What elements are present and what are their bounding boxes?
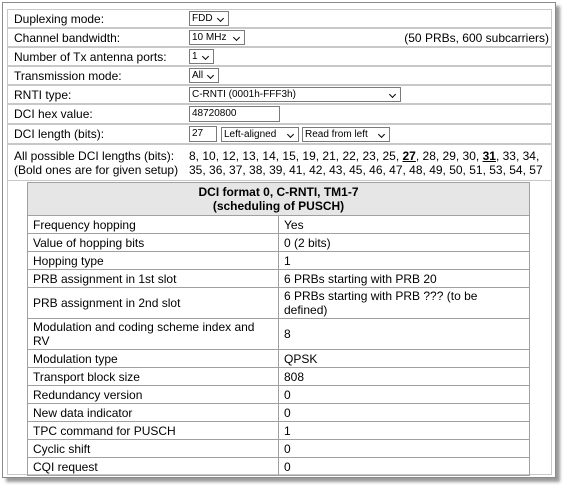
chevron-down-icon xyxy=(217,12,226,25)
length-label: DCI length (bits): xyxy=(14,127,105,141)
table-row xyxy=(28,216,530,234)
antenna-value: 1 xyxy=(192,51,198,62)
lengths-line1-a: 8, 10, 12, 13, 14, 15, 19, 21, 22, 23, 25, xyxy=(189,149,403,163)
field-value: 6 PRBs starting with PRB ??? (to be defined) xyxy=(279,288,530,319)
field-name: New data indicator xyxy=(28,404,279,422)
field-name: PRB assignment in 1st slot xyxy=(28,270,279,288)
bandwidth-value: 10 MHz xyxy=(192,32,227,43)
table-row xyxy=(28,422,530,440)
all-lengths-row xyxy=(7,144,552,181)
table-row xyxy=(28,386,530,404)
table-row xyxy=(28,252,530,270)
lengths-bold-27: 27 xyxy=(402,149,416,163)
transmission-select[interactable] xyxy=(189,68,219,83)
chevron-down-icon xyxy=(378,128,387,141)
chevron-down-icon xyxy=(202,50,211,63)
antenna-label: Number of Tx antenna ports: xyxy=(14,50,167,64)
field-value: 0 xyxy=(279,386,530,404)
transmission-row xyxy=(7,66,552,85)
field-value: 0 (2 bits) xyxy=(279,234,530,252)
field-name: Frequency hopping xyxy=(28,216,279,234)
field-value: 6 PRBs starting with PRB 20 xyxy=(279,270,530,288)
field-name: Transport block size xyxy=(28,368,279,386)
table-row xyxy=(28,319,530,350)
table-row xyxy=(28,234,530,252)
lengths-bold-31: 31 xyxy=(482,149,496,163)
field-value: 0 xyxy=(279,404,530,422)
length-input[interactable] xyxy=(189,126,217,142)
duplexing-label: Duplexing mode: xyxy=(14,12,105,26)
bandwidth-note: (50 PRBs, 600 subcarriers) xyxy=(404,31,549,45)
table-row xyxy=(28,288,530,319)
hex-value: 48720800 xyxy=(192,108,237,119)
field-value: Yes xyxy=(279,216,530,234)
rnti-row xyxy=(7,85,552,104)
rnti-value: C-RNTI (0001h-FFF3h) xyxy=(192,89,296,100)
field-name: Modulation and coding scheme index and RV xyxy=(28,319,279,350)
hex-label: DCI hex value: xyxy=(14,107,93,121)
bandwidth-label: Channel bandwidth: xyxy=(14,31,121,45)
field-value: 0 xyxy=(279,458,530,476)
field-value: 808 xyxy=(279,368,530,386)
table-title-line2: (scheduling of PUSCH) xyxy=(212,199,345,213)
hex-row xyxy=(7,104,552,124)
table-title xyxy=(28,183,530,216)
dci-table xyxy=(27,182,530,476)
table-row xyxy=(28,458,530,476)
all-lengths-label-line2: (Bold ones are for given setup) xyxy=(14,163,179,177)
field-name: CQI request xyxy=(28,458,279,476)
alignment-select[interactable] xyxy=(221,127,299,142)
bandwidth-row xyxy=(7,28,552,47)
table-row xyxy=(28,368,530,386)
field-name: PRB assignment in 2nd slot xyxy=(28,288,279,319)
length-row xyxy=(7,124,552,144)
all-lengths-label xyxy=(14,149,178,177)
antenna-row xyxy=(7,47,552,66)
all-lengths-label-line1: All possible DCI lengths (bits): xyxy=(14,149,175,163)
transmission-label: Transmission mode: xyxy=(14,69,122,83)
read-direction-select[interactable] xyxy=(302,127,390,142)
duplexing-select[interactable] xyxy=(189,11,229,26)
bandwidth-select[interactable] xyxy=(189,30,245,45)
table-row xyxy=(28,404,530,422)
duplexing-row xyxy=(7,9,552,28)
antenna-select[interactable] xyxy=(189,49,214,64)
alignment-value: Left-aligned xyxy=(224,129,277,140)
table-row xyxy=(28,270,530,288)
chevron-down-icon xyxy=(233,31,242,44)
field-name: Cyclic shift xyxy=(28,440,279,458)
lengths-line1-d: , 33, 34, xyxy=(495,149,540,163)
field-name: Modulation type xyxy=(28,350,279,368)
field-name: Value of hopping bits xyxy=(28,234,279,252)
chevron-down-icon xyxy=(287,128,296,141)
table-title-line1: DCI format 0, C-RNTI, TM1-7 xyxy=(198,185,359,199)
chevron-down-icon xyxy=(389,88,398,101)
field-name: Hopping type xyxy=(28,252,279,270)
length-value: 27 xyxy=(192,128,204,139)
field-name: TPC command for PUSCH xyxy=(28,422,279,440)
table-row xyxy=(28,440,530,458)
field-value: 8 xyxy=(279,319,530,350)
field-value: 0 xyxy=(279,440,530,458)
table-row xyxy=(28,350,530,368)
chevron-down-icon xyxy=(207,69,216,82)
field-value: 1 xyxy=(279,252,530,270)
lengths-line1-c: , 28, 29, 30, xyxy=(415,149,483,163)
hex-input[interactable] xyxy=(189,106,280,122)
field-value: QPSK xyxy=(279,350,530,368)
all-lengths-values xyxy=(189,149,551,177)
rnti-label: RNTI type: xyxy=(14,88,72,102)
read-direction-value: Read from left xyxy=(305,129,368,140)
transmission-value: All xyxy=(192,70,204,81)
rnti-select[interactable] xyxy=(189,87,401,102)
field-value: 1 xyxy=(279,422,530,440)
lengths-line2: 35, 36, 37, 38, 39, 41, 42, 43, 45, 46, 47, 48, 49, 50, 51, 53, 54, 57 xyxy=(189,163,543,177)
duplexing-value: FDD xyxy=(192,13,213,24)
field-name: Redundancy version xyxy=(28,386,279,404)
